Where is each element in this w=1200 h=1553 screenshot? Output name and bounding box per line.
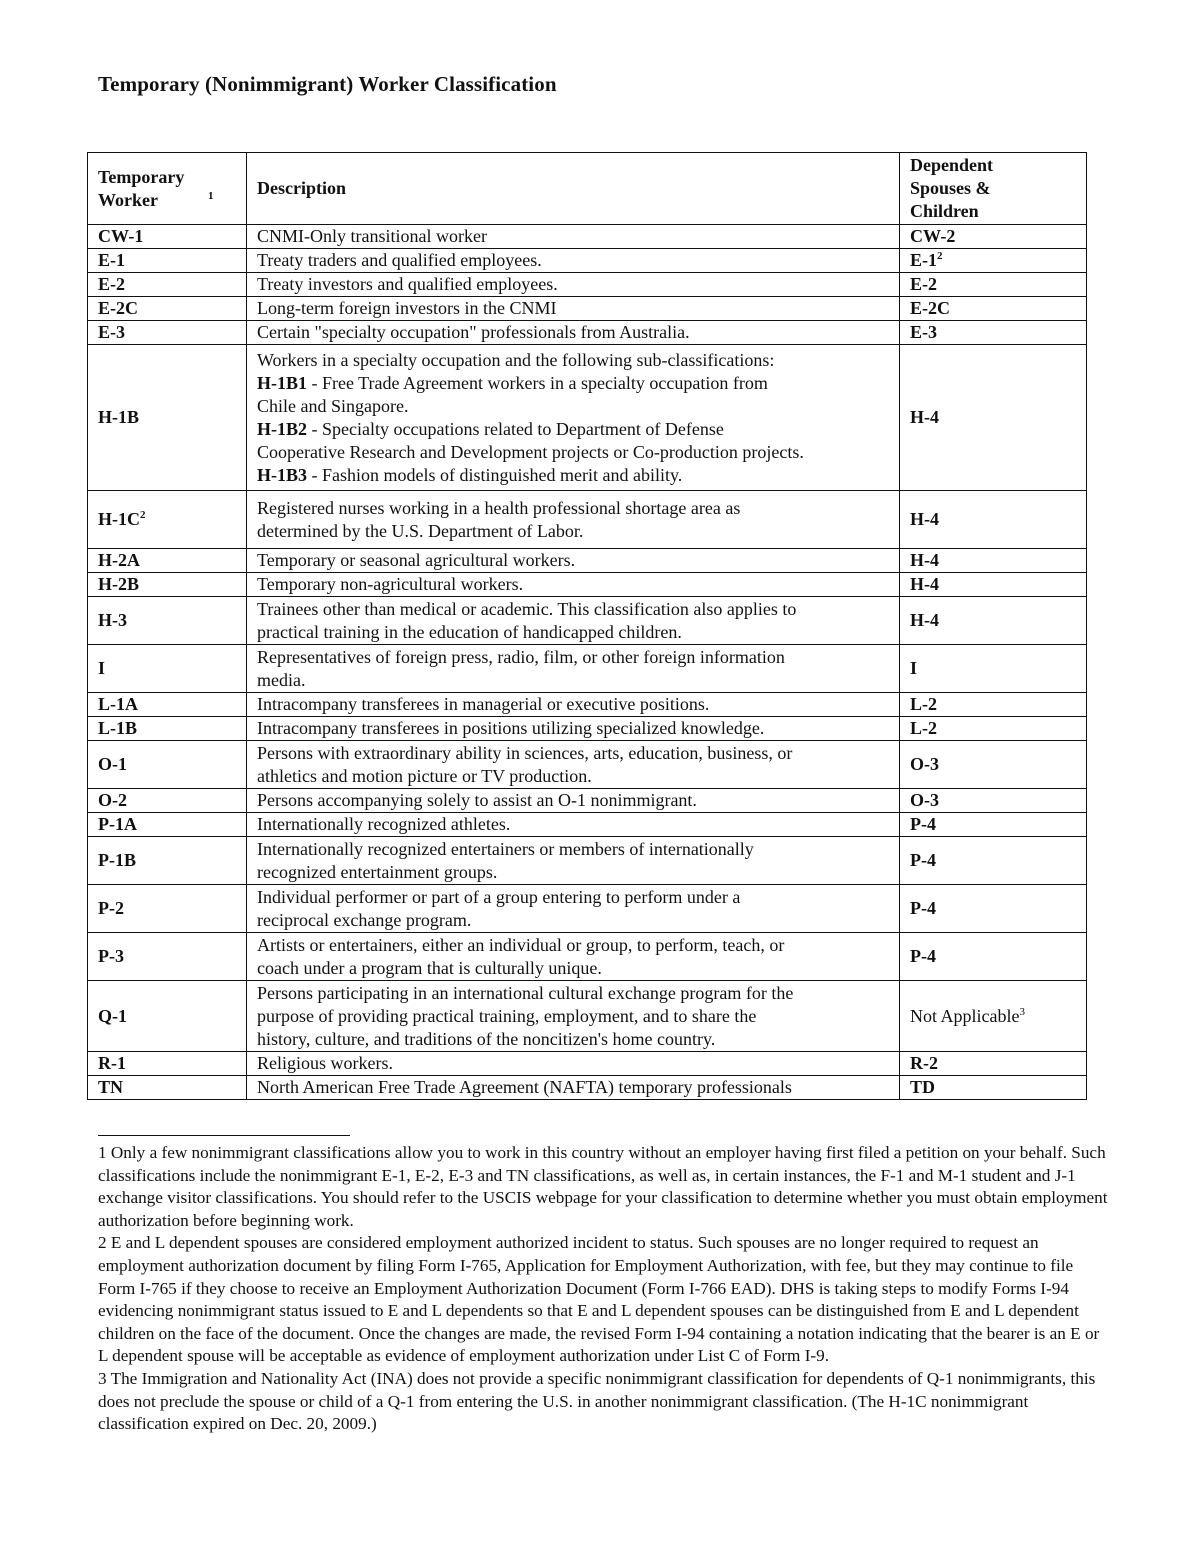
description-line (257, 1052, 889, 1075)
description-line (257, 464, 889, 487)
description-line (257, 1028, 889, 1051)
description-line (257, 1005, 889, 1028)
cell-dependent-classification (900, 981, 1087, 1052)
description-line (257, 957, 889, 980)
classification-code: I (98, 658, 106, 678)
description-text: - Fashion models of distinguished merit and ability. (307, 464, 683, 485)
cell-classification-code (88, 297, 247, 321)
cell-classification-code (88, 249, 247, 273)
table-row (88, 225, 1087, 249)
header-temporary-worker (88, 153, 247, 225)
description-text: coach under a program that is culturally unique. (257, 957, 602, 978)
dependent-classification: I (910, 658, 918, 678)
cell-dependent-classification (900, 885, 1087, 933)
cell-classification-code (88, 789, 247, 813)
description-text: Individual performer or part of a group entering to perform under a (257, 886, 741, 907)
classification-table (87, 152, 1087, 1100)
description-line (257, 909, 889, 932)
cell-dependent-classification (900, 249, 1087, 273)
cell-dependent-classification (900, 813, 1087, 837)
classification-code: O-1 (98, 754, 127, 774)
table-row (88, 837, 1087, 885)
cell-classification-code (88, 491, 247, 549)
description-text: media. (257, 669, 306, 690)
classification-code: R-1 (98, 1053, 126, 1073)
description-line (257, 520, 889, 543)
cell-dependent-classification (900, 573, 1087, 597)
description-line (257, 646, 889, 669)
table-row (88, 549, 1087, 573)
description-line (257, 273, 889, 296)
cell-description (247, 573, 900, 597)
cell-dependent-classification (900, 645, 1087, 693)
description-text: Registered nurses working in a health professional shortage area as (257, 497, 741, 518)
description-line (257, 838, 889, 861)
cell-classification-code (88, 933, 247, 981)
dependent-classification: H-4 (910, 509, 939, 529)
description-line (257, 573, 889, 596)
dependent-classification: H-4 (910, 407, 939, 427)
description-line (257, 321, 889, 344)
description-line (257, 225, 889, 248)
description-line (257, 395, 889, 418)
description-line (257, 789, 889, 812)
cell-description (247, 813, 900, 837)
description-text: determined by the U.S. Department of Labor. (257, 520, 584, 541)
description-text: Persons accompanying solely to assist an O-1 nonimmigrant. (257, 790, 697, 810)
cell-dependent-classification (900, 321, 1087, 345)
cell-dependent-classification (900, 1052, 1087, 1076)
description-line (257, 693, 889, 716)
dependent-classification: CW-2 (910, 226, 956, 246)
cell-description (247, 297, 900, 321)
cell-description (247, 645, 900, 693)
description-line (257, 441, 889, 464)
description-text: practical training in the education of handicapped children. (257, 621, 682, 642)
page-title: Temporary (Nonimmigrant) Worker Classification (98, 72, 557, 96)
description-text: history, culture, and traditions of the noncitizen's home country. (257, 1028, 716, 1049)
dependent-classification: E-2 (910, 274, 937, 294)
classification-code: H-2B (98, 574, 140, 594)
cell-classification-code (88, 321, 247, 345)
sub-classification-code: H-1B2 (257, 418, 308, 439)
description-text: purpose of providing practical training, employment, and to share the (257, 1005, 757, 1026)
description-line (257, 549, 889, 572)
description-line (257, 349, 889, 372)
description-text: - Free Trade Agreement workers in a specialty occupation from (307, 372, 768, 393)
description-line (257, 621, 889, 644)
classification-code: P-1B (98, 850, 136, 870)
cell-dependent-classification (900, 549, 1087, 573)
table-row (88, 885, 1087, 933)
dependent-classification: P-4 (910, 946, 936, 966)
classification-code: E-3 (98, 322, 125, 342)
description-line (257, 598, 889, 621)
description-line (257, 813, 889, 836)
table-row (88, 933, 1087, 981)
footnotes (98, 1142, 1108, 1436)
cell-description (247, 225, 900, 249)
cell-dependent-classification (900, 273, 1087, 297)
cell-dependent-classification (900, 693, 1087, 717)
cell-description (247, 249, 900, 273)
cell-description (247, 837, 900, 885)
description-text: Representatives of foreign press, radio, film, or other foreign information (257, 646, 785, 667)
dependent-classification: TD (910, 1077, 936, 1097)
description-line (257, 765, 889, 788)
classification-code: L-1A (98, 694, 138, 714)
cell-dependent-classification (900, 933, 1087, 981)
classification-code: H-2A (98, 550, 140, 570)
description-line (257, 982, 889, 1005)
classification-code: TN (98, 1077, 124, 1097)
description-line (257, 297, 889, 320)
cell-description (247, 491, 900, 549)
classification-code: E-2C (98, 298, 138, 318)
description-text: Cooperative Research and Development projects or Co-production projects. (257, 441, 804, 462)
dependent-classification: L-2 (910, 718, 937, 738)
table-row (88, 249, 1087, 273)
cell-description (247, 717, 900, 741)
cell-classification-code (88, 981, 247, 1052)
cell-classification-code (88, 1076, 247, 1100)
cell-classification-code (88, 717, 247, 741)
classification-code: H-1C (98, 509, 140, 529)
cell-dependent-classification (900, 491, 1087, 549)
table-row (88, 573, 1087, 597)
description-text: Internationally recognized entertainers or members of internationally (257, 838, 754, 859)
description-text: Internationally recognized athletes. (257, 814, 511, 834)
cell-classification-code (88, 741, 247, 789)
dependent-classification: O-3 (910, 790, 939, 810)
footnote-ref: 2 (937, 250, 943, 262)
description-line (257, 742, 889, 765)
dependent-classification: E-3 (910, 322, 937, 342)
cell-description (247, 693, 900, 717)
cell-dependent-classification (900, 297, 1087, 321)
description-text: Artists or entertainers, either an individual or group, to perform, teach, or (257, 934, 785, 955)
description-text: reciprocal exchange program. (257, 909, 472, 930)
description-line (257, 372, 889, 395)
description-text: - Specialty occupations related to Department of Defense (307, 418, 724, 439)
cell-description (247, 1052, 900, 1076)
classification-code: E-1 (98, 250, 125, 270)
table-row (88, 321, 1087, 345)
classification-code: CW-1 (98, 226, 144, 246)
header-description-label: Description (257, 178, 346, 198)
description-text: North American Free Trade Agreement (NAFTA) temporary professionals (257, 1077, 792, 1097)
description-line (257, 717, 889, 740)
cell-classification-code (88, 573, 247, 597)
cell-description (247, 321, 900, 345)
cell-dependent-classification (900, 741, 1087, 789)
dependent-classification: H-4 (910, 550, 939, 570)
table-row (88, 693, 1087, 717)
header-dependents-label: Dependent Spouses & Children (910, 155, 994, 221)
description-line (257, 669, 889, 692)
dependent-classification: H-4 (910, 574, 939, 594)
table-row (88, 1052, 1087, 1076)
description-text: Persons with extraordinary ability in sciences, arts, education, business, or (257, 742, 793, 763)
footnote-3: 3 The Immigration and Nationality Act (INA) does not provide a specific nonimmigrant classification for dependents of Q-1 nonimmigrants, this does not preclude the spouse or child of a Q-1 from entering the U.S. in another nonimmigrant classification. (The H-1C nonimmigrant classification expired on Dec. 20, 2009.) (98, 1368, 1096, 1434)
classification-table-body (88, 153, 1087, 1100)
cell-classification-code (88, 549, 247, 573)
table-row (88, 297, 1087, 321)
table-row (88, 645, 1087, 693)
header-description (247, 153, 900, 225)
dependent-classification: P-4 (910, 850, 936, 870)
cell-description (247, 549, 900, 573)
description-text: Temporary non-agricultural workers. (257, 574, 524, 594)
cell-dependent-classification (900, 837, 1087, 885)
description-line (257, 861, 889, 884)
description-line (257, 249, 889, 272)
cell-classification-code (88, 885, 247, 933)
table-row (88, 597, 1087, 645)
description-line (257, 1076, 889, 1099)
cell-classification-code (88, 645, 247, 693)
description-text: athletics and motion picture or TV production. (257, 765, 592, 786)
cell-classification-code (88, 693, 247, 717)
dependent-classification: L-2 (910, 694, 937, 714)
cell-dependent-classification (900, 225, 1087, 249)
table-row (88, 717, 1087, 741)
footnote-separator (98, 1135, 350, 1136)
classification-code: P-1A (98, 814, 137, 834)
cell-classification-code (88, 225, 247, 249)
cell-dependent-classification (900, 1076, 1087, 1100)
description-text: Certain "specialty occupation" professionals from Australia. (257, 322, 690, 342)
description-text: Persons participating in an international cultural exchange program for the (257, 982, 794, 1003)
table-row (88, 1076, 1087, 1100)
classification-code: P-2 (98, 898, 124, 918)
cell-classification-code (88, 1052, 247, 1076)
classification-code: L-1B (98, 718, 138, 738)
description-line (257, 497, 889, 520)
cell-description (247, 273, 900, 297)
cell-description (247, 789, 900, 813)
dependent-classification: E-1 (910, 250, 937, 270)
description-text: Trainees other than medical or academic. This classification also applies to (257, 598, 797, 619)
cell-description (247, 597, 900, 645)
description-text: Chile and Singapore. (257, 395, 409, 416)
description-line (257, 418, 889, 441)
cell-dependent-classification (900, 717, 1087, 741)
header-dependents (900, 153, 1087, 225)
description-text: CNMI-Only transitional worker (257, 226, 487, 246)
dependent-classification: H-4 (910, 610, 939, 630)
footnote-ref: 2 (140, 509, 146, 521)
table-row (88, 981, 1087, 1052)
description-text: Intracompany transferees in managerial or executive positions. (257, 694, 710, 714)
cell-description (247, 1076, 900, 1100)
cell-description (247, 885, 900, 933)
description-text: Intracompany transferees in positions utilizing specialized knowledge. (257, 718, 765, 738)
description-text: Temporary or seasonal agricultural workers. (257, 550, 576, 570)
cell-dependent-classification (900, 789, 1087, 813)
dependent-classification: P-4 (910, 898, 936, 918)
dependent-classification: P-4 (910, 814, 936, 834)
cell-classification-code (88, 837, 247, 885)
description-line (257, 934, 889, 957)
description-text: Long-term foreign investors in the CNMI (257, 298, 557, 318)
description-line (257, 886, 889, 909)
footnote-ref: 3 (1019, 1005, 1025, 1018)
classification-code: O-2 (98, 790, 127, 810)
cell-classification-code (88, 345, 247, 491)
cell-classification-code (88, 597, 247, 645)
cell-classification-code (88, 813, 247, 837)
sub-classification-code: H-1B1 (257, 372, 308, 393)
cell-description (247, 933, 900, 981)
description-text: Workers in a specialty occupation and the following sub-classifications: (257, 349, 775, 370)
table-row (88, 273, 1087, 297)
description-text: Religious workers. (257, 1053, 393, 1073)
classification-code: P-3 (98, 946, 124, 966)
cell-description (247, 981, 900, 1052)
cell-dependent-classification (900, 597, 1087, 645)
classification-code: Q-1 (98, 1005, 127, 1026)
description-text: recognized entertainment groups. (257, 861, 498, 882)
description-text: Treaty traders and qualified employees. (257, 250, 542, 270)
cell-description (247, 345, 900, 491)
table-row (88, 345, 1087, 491)
classification-code: E-2 (98, 274, 125, 294)
cell-dependent-classification (900, 345, 1087, 491)
cell-classification-code (88, 273, 247, 297)
dependent-classification: R-2 (910, 1053, 938, 1073)
classification-code: H-3 (98, 610, 127, 630)
table-header-row (88, 153, 1087, 225)
table-row (88, 741, 1087, 789)
classification-code: H-1B (98, 407, 140, 427)
header-footnote-ref: 1 (208, 189, 214, 202)
dependent-classification: Not Applicable (910, 1005, 1020, 1026)
table-row (88, 813, 1087, 837)
sub-classification-code: H-1B3 (257, 464, 308, 485)
table-row (88, 789, 1087, 813)
description-text: Treaty investors and qualified employees. (257, 274, 558, 294)
dependent-classification: E-2C (910, 298, 950, 318)
header-temporary-worker-label: Temporary Worker (98, 166, 185, 210)
table-row (88, 491, 1087, 549)
dependent-classification: O-3 (910, 754, 939, 774)
footnote-2: 2 E and L dependent spouses are considered employment authorized incident to status. Such spouses are no longer required to request an employment authorization document by filing Form I-765, Application for Employment Authorization, with fee, but they may continue to file Form I-765 if they choose to receive an Employment Authorization Document (Form I-766 EAD). DHS is taking steps to modify Forms I-94 evidencing nonimmigrant status issued to E and L dependents so that E and L dependent spouses can be distinguished from E and L dependent children on the face of the document. Once the changes are made, the revised Form I-94 containing a notation indicating that the bearer is an E or L dependent spouse will be acceptable as evidence of employment authorization under List C of Form I-9. (98, 1233, 1100, 1366)
cell-description (247, 741, 900, 789)
footnote-1: 1 Only a few nonimmigrant classifications allow you to work in this country without an employer having first filed a petition on your behalf. Such classifications include the nonimmigrant E-1, E-2, E-3 and TN classifications, as well as, in certain instances, the F-1 and M-1 student and J-1 exchange visitor classifications. You should refer to the USCIS webpage for your classification to determine whether you must obtain employment authorization before beginning work. (98, 1143, 1108, 1230)
